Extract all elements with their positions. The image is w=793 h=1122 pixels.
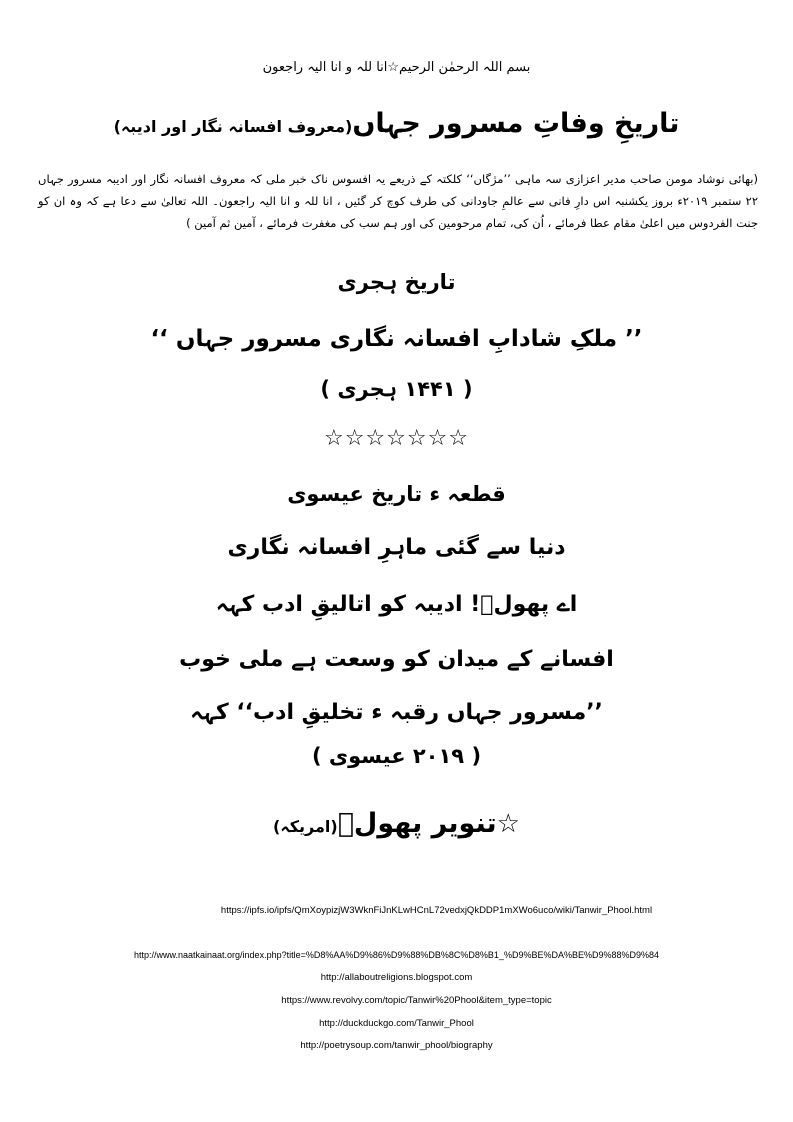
hijri-phrase: ’’ ملکِ شادابِ افسانہ نگاری مسرور جہاں ‘‘	[150, 326, 643, 352]
isvi-heading: قطعہ ء تاریخ عیسوی	[287, 482, 506, 506]
verse-line-1: دنیا سے گئی ماہرِ افسانہ نگاری	[227, 535, 566, 560]
verse-line-3: افسانے کے میدان کو وسعت ہے ملی خوب	[179, 647, 614, 672]
title-main: تاریخِ وفاتِ مسرور جہاں	[352, 108, 680, 139]
reference-link-2[interactable]: http://www.naatkainaat.org/index.php?title=%D8%AA%D9%86%D9%88%DB%8C%D8%B1_%D9%BE%DA%BE%D9%88%D9%84	[133, 950, 660, 960]
isvi-year: ( ۲۰۱۹ عیسوی )	[311, 744, 482, 768]
star-icon: ☆	[496, 809, 520, 839]
signature-location: (امریکہ)	[273, 817, 338, 836]
intro-paragraph: (بھائی نوشاد مومن صاحب مدیر اعزازی سہ ماہی ’’مژگاں‘‘ کلکتہ کے ذریعے یہ افسوس ناک خبر ملی کہ معروف افسانہ نگار اور ادیبہ مسرور جہاں ۲۲ ستمبر ۲۰۱۹ء بروز یکشنبہ اس دارِ فانی سے عالمِ جاودانی کی طرف کوچ کر گئیں ، انا للہ و انا الیہ راجعون۔ اللہ تعالیٰ سے دعا ہے کہ وہ ان کو جنت الفردوس میں اعلیٰ مقام عطا فرمائے ، اُن کی، تمام مرحومین کی اور ہم سب کی مغفرت فرمائے ، آمین ثم آمین )	[38, 172, 758, 230]
bismillah-line: بسم اللہ الرحمٰن الرحیم☆انا للہ و انا الیہ راجعون	[262, 60, 531, 75]
reference-link-6[interactable]: http://poetrysoup.com/tanwir_phool/biography	[300, 1040, 493, 1051]
title-subtitle: (معروف افسانہ نگار اور ادیبہ)	[113, 117, 353, 136]
hijri-year: ( ۱۴۴۱ ہجری )	[320, 377, 473, 401]
reference-link-1[interactable]: https://ipfs.io/ipfs/QmXoypizjW3WknFiJnKLwHCnL72vedxjQkDDP1mXWo6uco/wiki/Tanwir_Phool.html	[220, 905, 653, 916]
hijri-heading: تاریخ ہجری	[337, 270, 456, 294]
signature-name: تنویر پھولؔ	[337, 808, 497, 839]
reference-link-5[interactable]: http://duckduckgo.com/Tanwir_Phool	[319, 1018, 474, 1029]
verse-line-2: اے پھولؔ! ادیبہ کو اتالیقِ ادب کہہ	[215, 592, 578, 617]
signature	[0, 808, 793, 839]
page-title	[0, 108, 793, 139]
reference-link-3[interactable]: http://allaboutreligions.blogspot.com	[320, 972, 473, 983]
reference-link-4[interactable]: https://www.revolvy.com/topic/Tanwir%20Phool&item_type=topic	[281, 995, 552, 1006]
star-separator: ☆☆☆☆☆☆☆	[323, 426, 470, 451]
verse-line-4: ’’مسرور جہاں رقبہ ء تخلیقِ ادب‘‘ کہہ	[190, 700, 603, 725]
